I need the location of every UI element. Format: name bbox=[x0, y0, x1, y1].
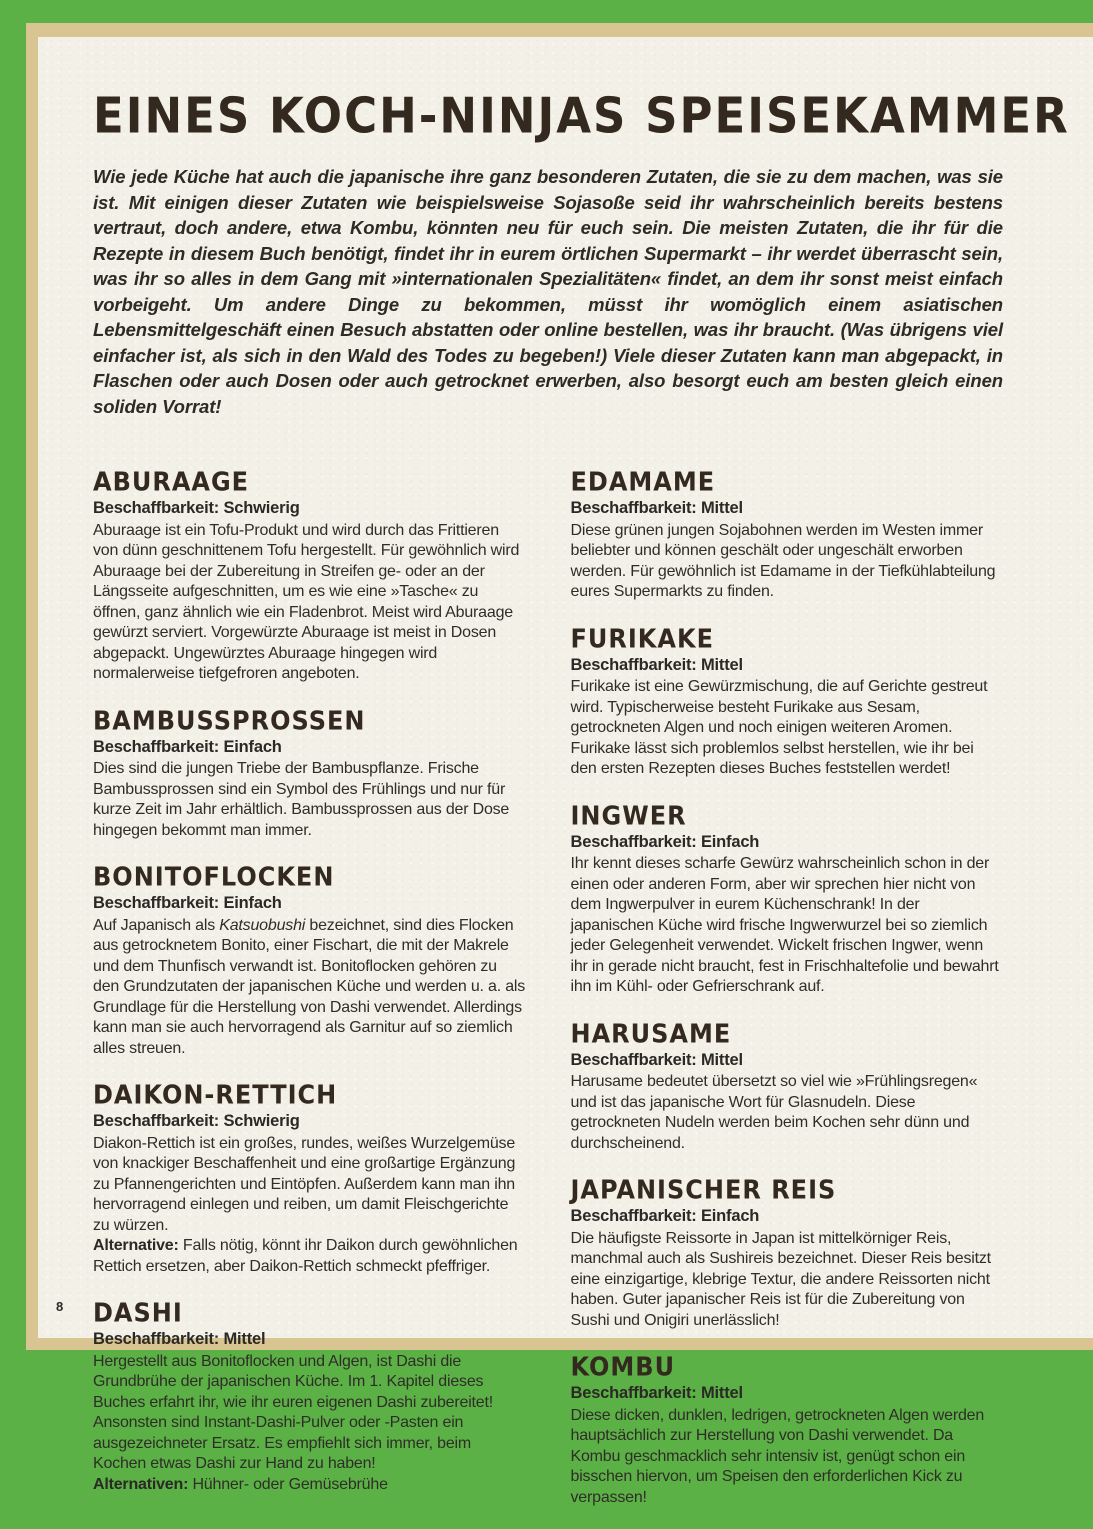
availability-line bbox=[571, 1050, 1004, 1071]
availability-value: Schwierig bbox=[223, 499, 300, 517]
column-left bbox=[93, 467, 526, 1516]
section-title: EDAMAME bbox=[570, 467, 716, 497]
availability-label: Beschaffbarkeit: bbox=[93, 1330, 220, 1348]
section-title: BAMBUSSPROSSEN bbox=[93, 705, 366, 736]
availability-line bbox=[571, 832, 1004, 853]
page-title: EINES KOCH-NINJAS SPEISEKAMMER bbox=[93, 87, 1070, 145]
availability-label: Beschaffbarkeit: bbox=[93, 499, 220, 517]
availability-line bbox=[93, 1329, 526, 1350]
japanese-term: Katsuobushi bbox=[219, 916, 306, 934]
availability-label: Beschaffbarkeit: bbox=[93, 894, 220, 912]
section-body: Diese grünen jungen Sojabohnen werden im Westen immer beliebter und können geschält oder ungeschält erworben werden. Für gewöhnlich ist Edamame in der Tiefkühlabteilung eures Supermarkts zu finden. bbox=[570, 521, 996, 600]
availability-line bbox=[571, 498, 1004, 519]
ingredient-section-bambussprossen bbox=[93, 706, 526, 842]
alternative-label: Alternativen: bbox=[93, 1475, 189, 1493]
ingredient-section-daikon-rettich bbox=[93, 1080, 526, 1277]
intro-paragraph: Wie jede Küche hat auch die japanische ihre ganz besonderen Zutaten, die sie zu dem machen, was sie ist. Mit einigen dieser Zutaten wie beispielsweise Sojasoße seid ihr wahrscheinlich bereits bestens vertraut, doch andere, etwa Kombu, könnten neu für euch sein. Die meisten Zutaten, die ihr für die Rezepte in diesem Buch benötigt, findet ihr in eurem örtlichen Supermarkt – ihr werdet überrascht sein, was ihr so alles in dem Gang mit »internationalen Spezialitäten« findet, an dem ihr sonst meist einfach vorbeigeht. Um andere Dinge zu bekommen, müsst ihr womöglich einem asiatischen Lebensmittelgeschäft einen Besuch abstatten oder online bestellen, was ihr braucht. (Was übrigens viel einfacher ist, als sich in den Wald des Todes zu begeben!) Viele dieser Zutaten kann man abgepackt, in Flaschen oder auch Dosen oder auch getrocknet erwerben, also besorgt euch am besten gleich einen soliden Vorrat! bbox=[93, 166, 1003, 417]
ingredient-section-bonitoflocken bbox=[93, 862, 526, 1059]
availability-value: Mittel bbox=[223, 1330, 266, 1348]
section-title: FURIKAKE bbox=[570, 623, 714, 654]
availability-value: Mittel bbox=[700, 1384, 743, 1402]
ingredient-section-aburaage bbox=[93, 467, 526, 685]
ingredient-section-kombu bbox=[571, 1352, 1004, 1508]
alternative-label: Alternative: bbox=[93, 1237, 179, 1254]
section-title: JAPANISCHER REIS bbox=[570, 1175, 837, 1205]
column-right bbox=[571, 467, 1004, 1529]
availability-label: Beschaffbarkeit: bbox=[570, 832, 697, 851]
section-body: Diese dicken, dunklen, ledrigen, getrockneten Algen werden hauptsächlich zur Herstellung von Dashi verwendet. Da Kombu geschmacklich sehr intensiv ist, genügt schon ein bisschen hiervon, um Speisen den erforderlichen Kick zu verpassen! bbox=[570, 1406, 985, 1506]
section-body: Furikake ist eine Gewürzmischung, die auf Gerichte gestreut wird. Typischerweise besteht Furikake aus Sesam, getrockneten Algen und noch einigen weiteren Aromen. Furikake lässt sich problemlos selbst herstellen, wie ihr bei den ersten Rezepten dieses Buches feststellen werdet! bbox=[570, 678, 988, 777]
alternative-line bbox=[93, 1475, 526, 1496]
body-text: bezeichnet, sind dies Flocken aus getrocknetem Bonito, einer Fischart, die mit der Makrele und dem Thunfisch verwandt ist. Bonitoflocken gehören zu den Grundzutaten der japanischen Küche und werden u. a. als Grundlage für die Herstellung von Dashi verwendet. Allerdings kann man sie auch hervorragend als Garnitur auf so ziemlich alles streuen. bbox=[93, 916, 526, 1057]
section-body: Hergestellt aus Bonitoflocken und Algen, ist Dashi die Grundbrühe der japanischen Küche. Im 1. Kapitel dieses Buches erfahrt ihr, wie ihr euren eigenen Dashi zubereitet! Ansonsten sind Instant-Dashi-Pulver oder -Pasten ein ausgezeichneter Ersatz. Es empfiehlt sich immer, beim Kochen etwas Dashi zur Hand zu haben! bbox=[93, 1352, 493, 1472]
body-text: Auf Japanisch als bbox=[93, 916, 216, 934]
alternative-text: Falls nötig, könnt ihr Daikon durch gewöhnlichen Rettich ersetzen, aber Daikon-Rettich schmeckt pfeffriger. bbox=[93, 1237, 518, 1275]
availability-line bbox=[571, 1383, 1004, 1404]
section-body: Dies sind die jungen Triebe der Bambuspflanze. Frische Bambussprossen sind ein Symbol des Frühlings und nur für kurze Zeit im Jahr erhältlich. Bambussprossen aus der Dose hingegen bekommt man immer. bbox=[93, 760, 510, 839]
availability-value: Einfach bbox=[223, 894, 282, 912]
availability-label: Beschaffbarkeit: bbox=[570, 1384, 697, 1402]
alternative-text: Hühner- oder Gemüsebrühe bbox=[192, 1475, 388, 1493]
page-number: 8 bbox=[56, 1299, 64, 1314]
availability-line bbox=[93, 737, 526, 758]
availability-label: Beschaffbarkeit: bbox=[570, 655, 697, 674]
availability-label: Beschaffbarkeit: bbox=[570, 1207, 697, 1225]
availability-line bbox=[93, 893, 526, 914]
section-body: Die häufigste Reissorte in Japan ist mittelkörniger Reis, manchmal auch als Sushireis bezeichnet. Dieser Reis besitzt eine einzigartige, klebrige Textur, die andere Reissorten nicht haben. Guter japanischer Reis ist für die Zubereitung von Sushi und Onigiri unerlässlich! bbox=[570, 1229, 991, 1329]
availability-line bbox=[571, 655, 1004, 676]
ingredient-section-edamame bbox=[571, 467, 1004, 603]
availability-value: Einfach bbox=[223, 737, 282, 756]
ingredient-section-dashi bbox=[93, 1298, 526, 1495]
alternative-line bbox=[93, 1236, 526, 1277]
availability-line bbox=[93, 498, 526, 519]
section-body: Ihr kennt dieses scharfe Gewürz wahrscheinlich schon in der einen oder anderen Form, aber wir sprechen hier nicht von dem Ingwerpulver in eurem Küchenschrank! In der japanischen Küche wird frische Ingwerwurzel bei so ziemlich jeder Gelegenheit verwendet. Wickelt frischen Ingwer, wenn ihr in gerade nicht braucht, fest in Frischhaltefolie und bewahrt ihn im Kühl- oder Gefrierschrank auf. bbox=[570, 855, 999, 995]
ingredient-section-ingwer bbox=[571, 801, 1004, 998]
ingredient-columns bbox=[93, 467, 1003, 1529]
ingredient-section-harusame bbox=[571, 1019, 1004, 1155]
page-frame-tan bbox=[26, 23, 1093, 1506]
section-title: DAIKON-RETTICH bbox=[93, 1080, 338, 1110]
section-title: DASHI bbox=[93, 1298, 183, 1328]
section-body bbox=[93, 916, 526, 1060]
availability-label: Beschaffbarkeit: bbox=[570, 499, 697, 517]
availability-label: Beschaffbarkeit: bbox=[93, 1112, 220, 1130]
section-title: ABURAAGE bbox=[93, 467, 250, 497]
section-body: Harusame bedeutet übersetzt so viel wie »Frühlingsregen« und ist das japanische Wort für Glasnudeln. Diese getrockneten Nudeln werden beim Kochen sehr dünn und durchscheinend. bbox=[570, 1073, 978, 1152]
ingredient-section-japanischer-reis bbox=[571, 1175, 1004, 1331]
availability-label: Beschaffbarkeit: bbox=[570, 1050, 697, 1069]
ingredient-section-furikake bbox=[571, 624, 1004, 780]
section-title: KOMBU bbox=[570, 1352, 676, 1382]
availability-label: Beschaffbarkeit: bbox=[93, 737, 220, 756]
page-content bbox=[38, 37, 1093, 1529]
section-body: Diakon-Rettich ist ein großes, rundes, weißes Wurzelgemüse von knackiger Beschaffenheit und eine großartige Ergänzung zu Pfannengerichten und Eintöpfen. Außerdem kann man ihn hervorragend einlegen und reiben, um damit Fleischgerichte zu würzen. bbox=[93, 1134, 516, 1234]
availability-value: Mittel bbox=[700, 499, 743, 517]
section-title: HARUSAME bbox=[570, 1018, 732, 1049]
availability-value: Mittel bbox=[700, 1050, 743, 1069]
section-title: INGWER bbox=[570, 800, 687, 831]
availability-value: Einfach bbox=[700, 832, 760, 851]
availability-line bbox=[571, 1206, 1004, 1227]
availability-value: Einfach bbox=[700, 1207, 760, 1225]
section-body: Aburaage ist ein Tofu-Produkt und wird durch das Frittieren von dünn geschnittenem Tofu hergestellt. Für gewöhnlich wird Aburaage bei der Zubereitung in Streifen ge- oder an der Längsseite aufgeschnitten, um es wie eine »Tasche« zu öffnen, ganz ähnlich wie ein Fladenbrot. Meist wird Aburaage gewürzt serviert. Vorgewürzte Aburaage ist meist in Dosen abgepackt. Ungewürztes Aburaage hingegen wird normalerweise tiefgefroren angeboten. bbox=[93, 521, 520, 682]
page-paper bbox=[38, 37, 1093, 1506]
availability-value: Schwierig bbox=[223, 1112, 300, 1130]
availability-line bbox=[93, 1111, 526, 1132]
availability-value: Mittel bbox=[700, 655, 743, 674]
section-title: BONITOFLOCKEN bbox=[93, 862, 335, 892]
